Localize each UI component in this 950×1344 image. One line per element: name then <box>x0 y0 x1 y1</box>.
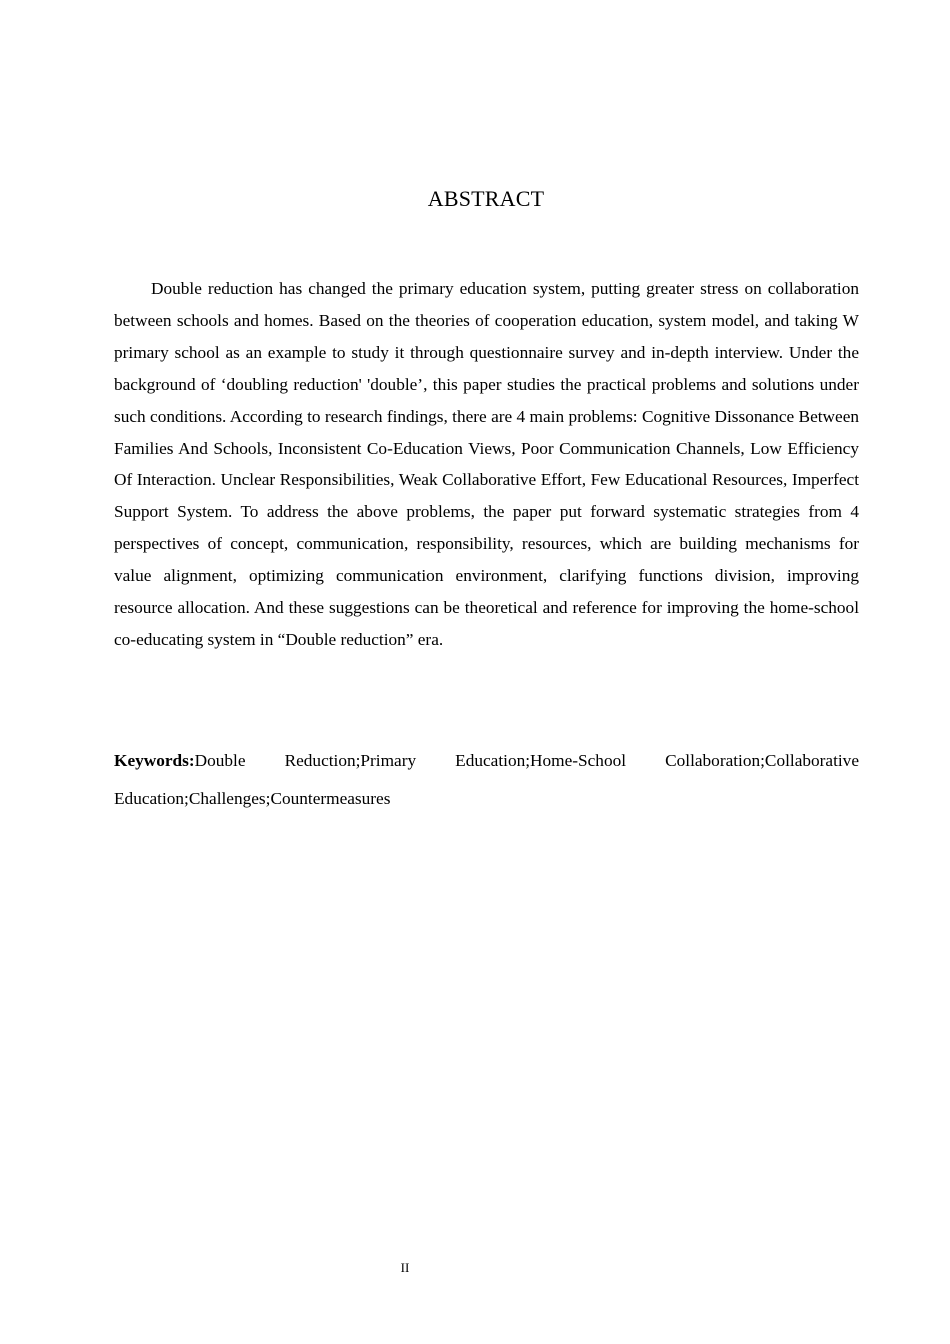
page-title: ABSTRACT <box>427 186 545 211</box>
page-number: II <box>400 1260 410 1275</box>
abstract-paragraph: Double reduction has changed the primary education system, putting greater stress on collaboration between schools and homes. Based on the theories of cooperation education, system model, and taking W primary school as an example to study it through questionnaire survey and in-depth interview. Under the background of ‘doubling reduction' 'double’, this paper studies the practical problems and solutions under such conditions. According to research findings, there are 4 main problems: Cognitive Dissonance Between Families And Schools, Inconsistent Co-Education Views, Poor Communication Channels, Low Efficiency Of Interaction. Unclear Responsibilities, Weak Collaborative Effort, Few Educational Resources, Imperfect Support System. To address the above problems, the paper put forward systematic strategies from 4 perspectives of concept, communication, responsibility, resources, which are building mechanisms for value alignment, optimizing communication environment, clarifying functions division, improving resource allocation. And these suggestions can be theoretical and reference for improving the home-school co-educating system in “Double reduction” era. <box>114 279 859 649</box>
keywords-paragraph <box>114 742 859 818</box>
keywords-label: Keywords: <box>114 751 195 770</box>
keywords-text: Double Reduction;Primary Education;Home-School Collaboration;Collaborative Education;Challenges;Countermeasures <box>114 751 859 808</box>
